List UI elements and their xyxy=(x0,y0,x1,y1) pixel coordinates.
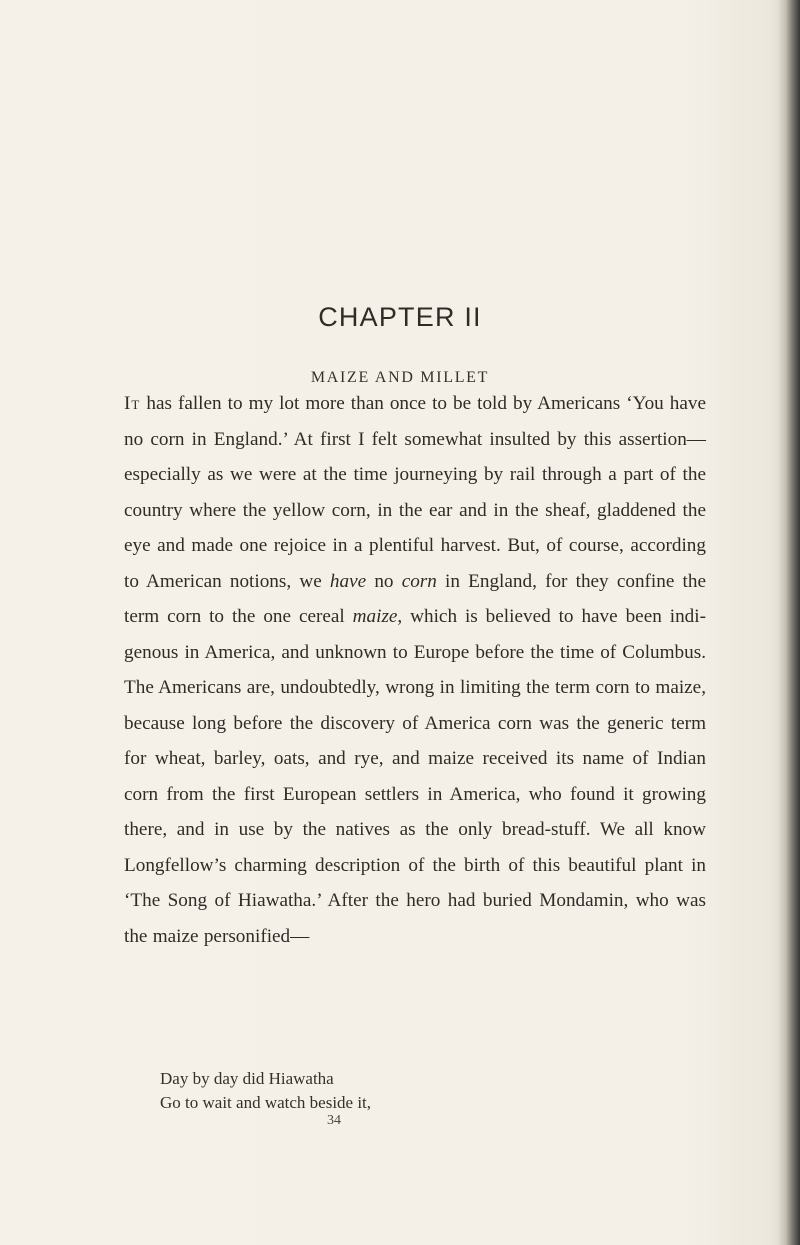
poem-line: Go to wait and watch beside it, xyxy=(160,1093,372,1112)
paragraph-text-segment: has fallen to my lot more than once to be told by Americans ‘You have no corn in England.’ At first I felt somewhat insulted by this assertion—especially as we were at the time journeying by rail through a part of the country where the yellow corn, in the ear and in the sheaf, gladdened the eye and made one rejoice in a plentiful harvest. But, of course, according to American notions, we xyxy=(124,393,706,592)
paragraph-text-segment: no xyxy=(366,570,402,592)
paragraph-italic-corn: corn xyxy=(401,570,437,592)
paragraph-lead-word: It xyxy=(124,393,141,414)
paragraph-text-segment: in England, for they confine the term corn to the one cereal xyxy=(124,570,706,627)
chapter-heading: CHAPTER II xyxy=(318,302,482,332)
page-number: 34 xyxy=(327,1113,341,1128)
paragraph-text-segment: , which is believed to have been indi-genous in America, and unknown to Europe before the time of Columbus. The Americans are, undoubtedly, wrong in limiting the term corn to maize, because long before the discovery of America corn was the generic term for wheat, barley, oats, and rye, and maize received its name of Indian corn from the first European settlers in America, who found it growing there, and in use by the natives as the only bread-stuff. We all know Longfellow’s charming description of the birth of this beautiful plant in ‘The Song of Hiawatha.’ After the hero had buried Mondamin, who was the maize personified— xyxy=(124,606,706,947)
paragraph-italic-have: have xyxy=(329,570,367,592)
chapter-subtitle: MAIZE AND MILLET xyxy=(310,369,490,386)
paragraph-italic-maize: maize xyxy=(352,606,398,627)
body-paragraph xyxy=(124,386,706,954)
poem-quotation xyxy=(160,1067,680,1115)
poem-line: Day by day did Hiawatha xyxy=(160,1069,334,1088)
page-edge-shadow xyxy=(778,0,800,1245)
